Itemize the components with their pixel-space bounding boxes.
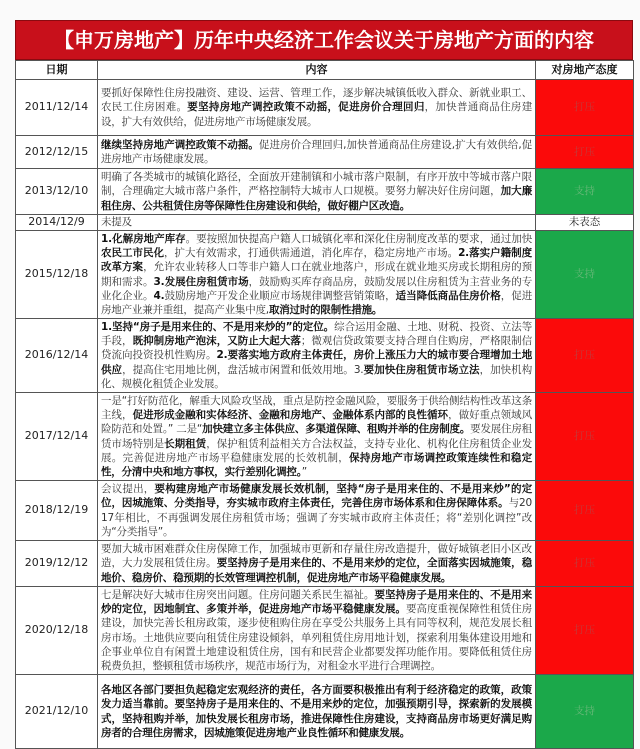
column-header-content: 内容 [98, 61, 536, 80]
row-content [98, 169, 536, 215]
table-row [16, 319, 634, 393]
content-text: 。要按照加快提高户籍人口城镇化率和深化住房制度改革的要求，通过加快 [185, 232, 532, 245]
column-header-attitude: 对房地产态度 [536, 61, 634, 80]
content-text: 与2017年相比，不再强调发展住房租赁市场；强调了夯实城市政府主体责任；将“差别化调控”改为“分类指导”。 [101, 497, 533, 538]
content-emphasis: 长期租赁 [164, 437, 207, 450]
attitude-badge: 打压 [536, 393, 634, 481]
content-emphasis: 3.发展住房租赁市场 [153, 275, 249, 288]
content-text: 要发展住房租赁市场特别是 [101, 423, 532, 450]
content-emphasis: 4. [153, 289, 165, 302]
attitude-badge: 打压 [536, 319, 634, 393]
content-text: 要抓好保障性住房投融资、建设、运营、管理工作，逐步解决城镇低收入群众、新就业职工、农民工住房困难。 [101, 87, 532, 114]
table-body [16, 80, 634, 749]
content-emphasis: 加大廉租住房、公共租赁住房等保障性住房建设和供给，做好棚户区改造。 [101, 185, 532, 212]
row-date: 2014/12/9 [16, 215, 98, 231]
row-date: 2019/12/12 [16, 541, 98, 587]
table-header-row [16, 61, 634, 80]
table-row [16, 393, 634, 481]
row-content [98, 136, 536, 169]
content-text: 鼓励房地产开发企业顺应市场规律调整营销策略， [164, 289, 396, 302]
content-text: ，做好重点领域风险防范和处置。” 二是“ [101, 408, 532, 436]
content-text: ，鼓励购买库存商品房，鼓励发展以住房租赁为主营业务的专业化企业。 [101, 275, 533, 302]
content-emphasis: 要加快住房租赁市场立法 [363, 363, 480, 376]
attitude-badge: 支持 [536, 675, 634, 749]
content-emphasis: 农民工市民化 [101, 246, 165, 259]
content-emphasis: 2.要落实地方政府主体责任，房价上涨压力大的城市要合理增加土地供应 [101, 349, 532, 376]
content-emphasis: 各地区各部门要担负起稳定宏观经济的责任，各方面要积极推出有利于经济稳定的政策，政策发力适当靠前。要坚持房子是用来住的、不是用来炒的定位，加强预期引导，探索新的发展模式，坚持租购并举，加快发展长租房市场，推进保障性住房建设，支持商品房市场更好满足购房者的合理住房需求，因城施策促进房地产业良性循环和健康发展。 [101, 683, 532, 739]
content-text: 综合运用金融、土地、财税、投资、立法等手段， [101, 320, 533, 348]
table-row [16, 587, 634, 675]
content-text: ，保护租赁利益相关方合法权益，支持专业化、机构化住房租赁企业发展。完善促进房地产市场平稳健康发展的长效机制， [101, 437, 532, 464]
table-row [16, 80, 634, 136]
row-date: 2011/12/14 [16, 80, 98, 136]
row-content [98, 319, 536, 393]
content-emphasis: 既抑制房地产泡沫，又防止大起大落 [132, 335, 301, 348]
row-content [98, 481, 536, 541]
content-text: 未提及 [101, 216, 132, 229]
row-content [98, 215, 536, 231]
table-row [16, 215, 634, 231]
row-date: 2012/12/15 [16, 136, 98, 169]
content-text: 促进房价合理回归,加快普通商品住房建设,扩大有效供给,促进房地产市场健康发展。 [101, 138, 532, 165]
attitude-badge: 打压 [536, 541, 634, 587]
row-content [98, 80, 536, 136]
content-emphasis: 促进形成金融和实体经济、金融和房地产、金融体系内部的良性循环 [132, 408, 449, 421]
row-date: 2018/12/19 [16, 481, 98, 541]
content-emphasis: 要坚持房地产调控政策不动摇，促进房价合理回归 [187, 101, 425, 114]
content-text: ，加快普通商品住房建设，扩大有效供给，促进房地产市场健康发展。 [101, 101, 532, 128]
row-content [98, 231, 536, 319]
content-text: ” [301, 466, 307, 479]
content-text: ；微观信贷政策要支持合理自住购房，严格限制信贷流向投资投机性购房。 [101, 335, 532, 362]
content-emphasis: 要坚持房子是用来住的、不是用来炒的定位，因地制宜、多策并举，促进房地产市场平稳健康发展。 [101, 588, 532, 615]
page-title: 【申万房地产】历年中央经济工作会议关于房地产方面的内容 [15, 20, 633, 60]
table-row [16, 231, 634, 319]
row-date: 2016/12/14 [16, 319, 98, 393]
policy-table-sheet [15, 20, 633, 749]
attitude-badge: 打压 [536, 481, 634, 541]
content-emphasis: 要坚持房子是用来住的、不是用来炒的定位，全面落实因城施策，稳地价、稳房价、稳预期的长效管理调控机制，促进房地产市场平稳健康发展。 [101, 557, 533, 584]
content-text: ，扩大有效需求，打通供需通道，消化库存，稳定房地产市场。 [164, 246, 459, 259]
table-row [16, 481, 634, 541]
row-date: 2013/12/10 [16, 169, 98, 215]
row-date: 2020/12/18 [16, 587, 98, 675]
row-date: 2015/12/18 [16, 231, 98, 319]
content-text: ，允许农业转移人口等非户籍人口在就业地落户，形成在就业地买房或长期租房的预期和需求。 [101, 261, 532, 288]
content-emphasis: 适当降低商品住房价格 [395, 289, 501, 302]
row-content [98, 393, 536, 481]
table-row [16, 675, 634, 749]
content-text: ，提高住宅用地比例，盘活城市闲置和低效用地。3. [122, 363, 364, 376]
row-content [98, 541, 536, 587]
attitude-badge: 打压 [536, 80, 634, 136]
content-text: 明确了各类城市的城镇化路径，全面放开建制镇和小城市落户限制，有序开放中等城市落户限制，合理确定大城市落户条件，严格控制特大城市人口规模。要努力解决好住房问题， [101, 171, 532, 198]
content-emphasis: 1.化解房地产库存 [101, 232, 186, 245]
attitude-badge: 支持 [536, 231, 634, 319]
row-content [98, 587, 536, 675]
table-row [16, 541, 634, 587]
column-header-date: 日期 [16, 61, 98, 80]
attitude-badge: 打压 [536, 136, 634, 169]
attitude-badge: 支持 [536, 169, 634, 215]
attitude-badge: 打压 [536, 587, 634, 675]
content-emphasis: 要构建房地产市场健康发展长效机制，坚持“房子是用来住的、不是用来炒”的定位，因城施策、分类指导，夯实城市政府主体责任，完善住房市场体系和住房保障体系。 [101, 482, 533, 510]
row-content [98, 675, 536, 749]
content-text: ，加快机构化、规模化租赁企业发展。 [101, 363, 532, 390]
content-emphasis: 1.坚持“房子是用来住的、不是用来炒的”的定位。 [101, 320, 335, 333]
content-emphasis: 保持房地产市场调控政策连续性和稳定性，分清中央和地方事权，实行差别化调控。 [101, 451, 532, 479]
content-text: 一是“打好防范化，解重大风险攻坚战，重点是防控金融风险，要服务于供给侧结构性改革这条主线， [101, 394, 532, 421]
table-row [16, 136, 634, 169]
content-text: ，促进房地产业兼并重组，提高产业集中度, [101, 289, 533, 317]
content-text: 要高度重视保障性租赁住房建设，加快完善长租房政策，逐步使租购住房在享受公共服务上具有同等权利，规范发展长租房市场。土地供应要向租赁住房建设倾斜，单列租赁住房用地计划，探索利用集体建设用地和企事业单位自有闲置土地建设租赁住房，国有和民营企业都要发挥功能作用。要降低租赁住房税费负担，整顿租赁市场秩序，规范市场行为，对租金水平进行合理调控。 [101, 602, 532, 673]
content-emphasis: 取消过时的限制性措施。 [268, 304, 383, 317]
content-text: 会议提出， [101, 482, 155, 495]
content-text: 七是解决好大城市住房突出问题。住房问题关系民生福祉。 [101, 588, 375, 601]
content-text: 要加大城市困难群众住房保障工作，加强城市更新和存量住房改造提升，做好城镇老旧小区改造，大力发展租赁住房。 [101, 543, 532, 570]
content-emphasis: 继续坚持房地产调控政策不动摇。 [101, 138, 259, 151]
content-emphasis: 加快建立多主体供应、多渠道保障、租购并举的住房制度。 [202, 423, 471, 436]
row-date: 2021/12/10 [16, 675, 98, 749]
policy-table [15, 60, 634, 749]
content-emphasis: 2.落实户籍制度改革方案 [101, 246, 532, 274]
table-row [16, 169, 634, 215]
row-date: 2017/12/14 [16, 393, 98, 481]
attitude-badge: 未表态 [536, 215, 634, 231]
